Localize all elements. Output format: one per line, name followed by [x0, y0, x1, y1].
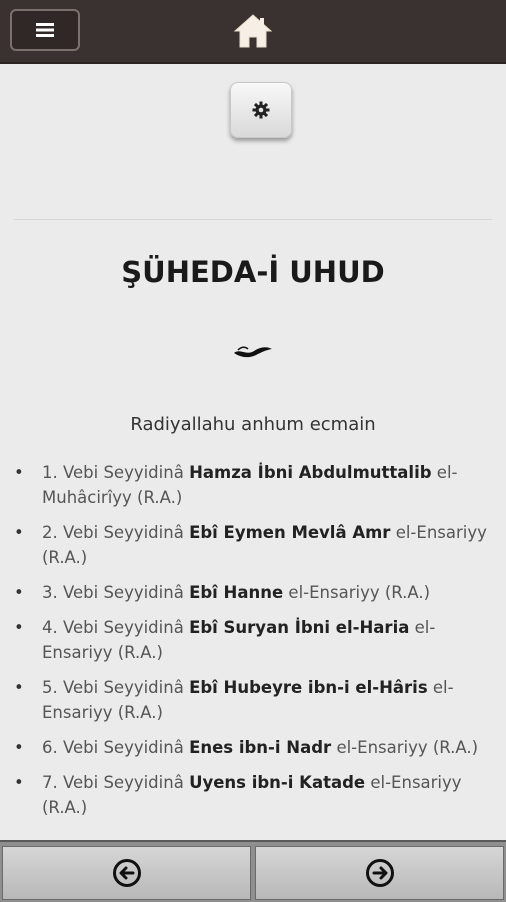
list-item: • 1. Vebi Seyyidinâ Hamza İbni Abdulmuttalib el-Muhâcirîyy (R.A.)	[14, 463, 458, 507]
list-item: • 6. Vebi Seyyidinâ Enes ibn-i Nadr el-Ensariyy (R.A.)	[14, 738, 479, 757]
list-item: • 4. Vebi Seyyidinâ Ebî Suryan İbni el-Haria el-Ensariyy (R.A.)	[14, 618, 436, 662]
gear-icon	[252, 101, 270, 119]
page-title: ŞÜHEDA-İ UHUD	[121, 255, 385, 289]
martyrs-list	[14, 460, 492, 830]
hamburger-menu-icon	[36, 22, 54, 38]
divider	[14, 219, 492, 220]
next-button[interactable]	[255, 846, 504, 900]
arrow-right-circle-icon	[365, 858, 395, 888]
list-item: • 7. Vebi Seyyidinâ Uyens ibn-i Katade el-Ensariyy (R.A.)	[14, 773, 462, 817]
ornament-divider	[232, 340, 274, 362]
list-item: • 3. Vebi Seyyidinâ Ebî Hanne el-Ensariyy (R.A.)	[14, 583, 431, 602]
list-item: • 5. Vebi Seyyidinâ Ebî Hubeyre ibn-i el-Hâris el-Ensariyy (R.A.)	[14, 678, 454, 722]
bottom-navigation-bar	[0, 840, 506, 902]
top-bar	[0, 0, 506, 64]
home-icon	[233, 12, 273, 50]
menu-button[interactable]	[10, 9, 80, 51]
previous-button[interactable]	[2, 846, 251, 900]
settings-button[interactable]	[230, 82, 292, 138]
list-item: • 2. Vebi Seyyidinâ Ebî Eymen Mevlâ Amr el-Ensariyy (R.A.)	[14, 523, 487, 567]
arrow-left-circle-icon	[112, 858, 142, 888]
home-button[interactable]	[233, 12, 273, 50]
page-subtitle: Radiyallahu anhum ecmain	[130, 414, 376, 435]
